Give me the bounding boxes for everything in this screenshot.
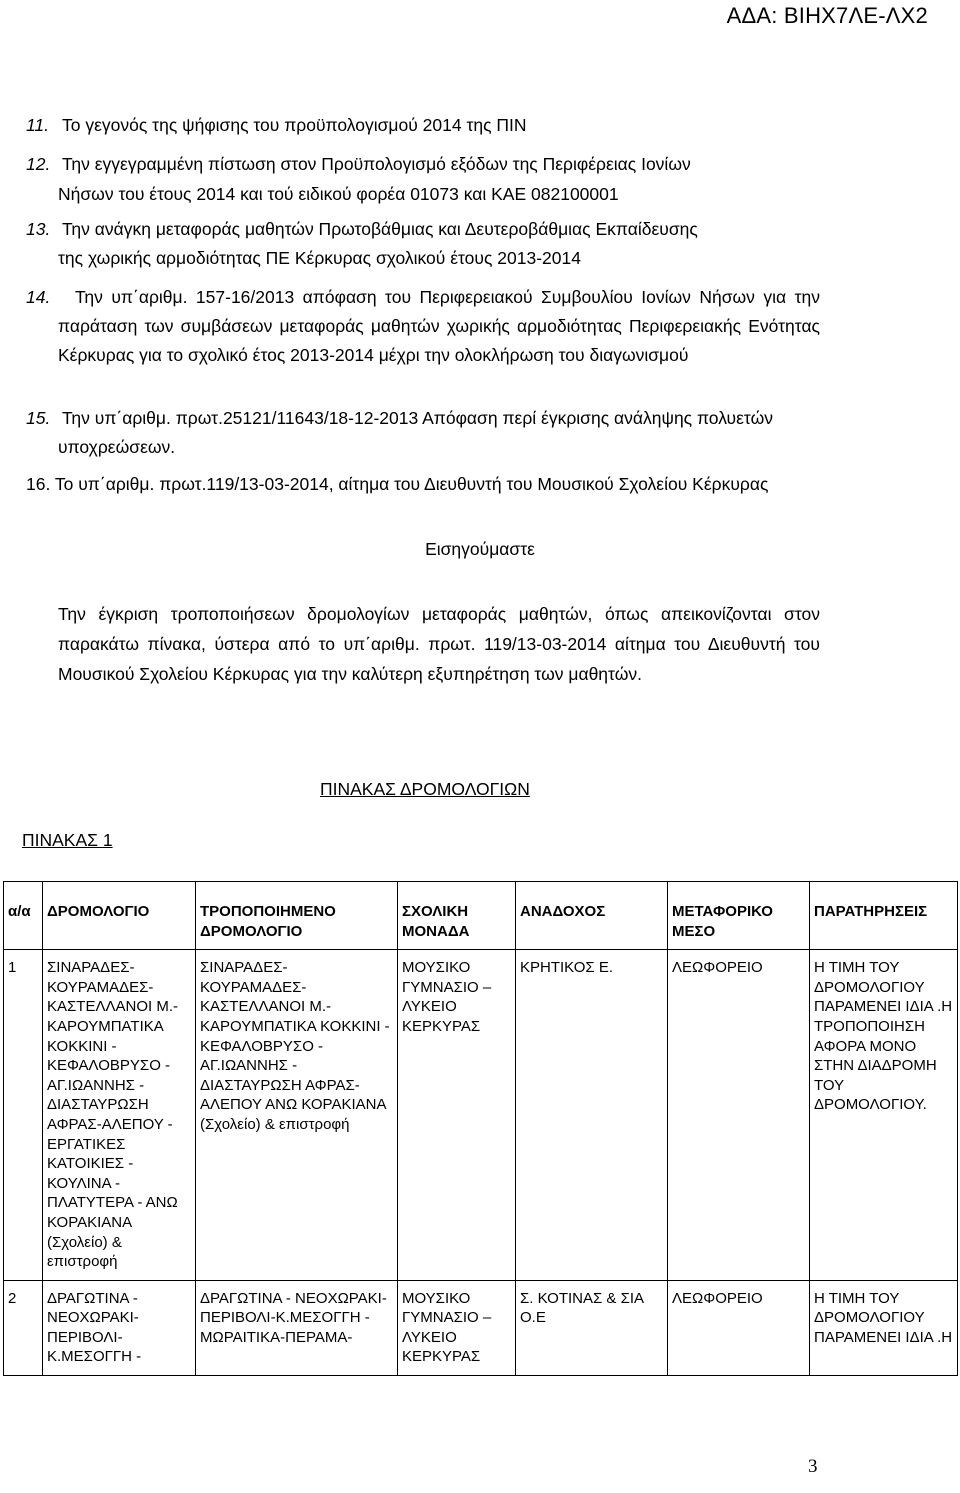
table-header-row bbox=[4, 882, 958, 950]
cell-contractor: Σ. ΚΟΤΙΝΑΣ & ΣΙΑ Ο.Ε bbox=[516, 1280, 668, 1375]
cell-vehicle: ΛΕΩΦΟΡΕΙΟ bbox=[668, 950, 810, 1281]
cell-route: ΣΙΝΑΡΑΔΕΣ-ΚΟΥΡΑΜΑΔΕΣ-ΚΑΣΤΕΛΛΑΝΟΙ Μ.-ΚΑΡΟΥΜΠΑΤΙΚΑ ΚΟΚΚΙΝΙ - ΚΕΦΑΛΟΒΡΥΣΟ - ΑΓ.ΙΩΑΝΝΗΣ - ΔΙΑΣΤΑΥΡΩΣΗ ΑΦΡΑΣ-ΑΛΕΠΟΥ - ΕΡΓΑΤΙΚΕΣ ΚΑΤΟΙΚΙΕΣ - ΚΟΥΛΙΝΑ - ΠΛΑΤΥΤΕΡΑ - ΑΝΩ ΚΟΡΑΚΙΑΝΑ (Σχολείο) & επιστροφή bbox=[43, 950, 196, 1281]
cell-route: ΔΡΑΓΩΤΙΝΑ - ΝΕΟΧΩΡΑΚΙ-ΠΕΡΙΒΟΛΙ-Κ.ΜΕΣΟΓΓΗ - bbox=[43, 1280, 196, 1375]
list-item-16: 16. Το υπ΄αριθμ. πρωτ.119/13-03-2014, αίτημα του Διευθυντή του Μουσικού Σχολείου Κέρκυρας bbox=[26, 474, 769, 494]
list-item-number: 15. bbox=[26, 408, 51, 428]
cell-contractor: ΚΡΗΤΙΚΟΣ Ε. bbox=[516, 950, 668, 1281]
col-header-vehicle: ΜΕΤΑΦΟΡΙΚΟ ΜΕΣΟ bbox=[668, 882, 810, 950]
cell-vehicle: ΛΕΩΦΟΡΕΙΟ bbox=[668, 1280, 810, 1375]
cell-modified-route: ΣΙΝΑΡΑΔΕΣ-ΚΟΥΡΑΜΑΔΕΣ-ΚΑΣΤΕΛΛΑΝΟΙ Μ.-ΚΑΡΟΥΜΠΑΤΙΚΑ ΚΟΚΚΙΝΙ - ΚΕΦΑΛΟΒΡΥΣΟ - ΑΓ.ΙΩΑΝΝΗΣ - ΔΙΑΣΤΑΥΡΩΣΗ ΑΦΡΑΣ-ΑΛΕΠΟΥ ΑΝΩ ΚΟΡΑΚΙΑΝΑ (Σχολείο) & επιστροφή bbox=[196, 950, 398, 1281]
cell-aa: 1 bbox=[4, 950, 43, 1281]
col-header-aa: α/α bbox=[4, 882, 43, 950]
list-item-number: 11. bbox=[26, 115, 50, 135]
proposal-heading: Εισηγούμαστε bbox=[425, 539, 535, 559]
page-number: 3 bbox=[808, 1456, 818, 1477]
list-item-12-line1: Την εγγεγραμμένη πίστωση στον Προϋπολογισμό εξόδων της Περιφέρειας Ιονίων bbox=[62, 154, 691, 174]
cell-modified-route: ΔΡΑΓΩΤΙΝΑ - ΝΕΟΧΩΡΑΚΙ-ΠΕΡΙΒΟΛΙ-Κ.ΜΕΣΟΓΓΗ - ΜΩΡΑΙΤΙΚΑ-ΠΕΡΑΜΑ- bbox=[196, 1280, 398, 1375]
table-row bbox=[4, 950, 958, 1281]
schedule-title: ΠΙΝΑΚΑΣ ΔΡΟΜΟΛΟΓΙΩΝ bbox=[320, 779, 530, 799]
col-header-school: ΣΧΟΛΙΚΗ ΜΟΝΑΔΑ bbox=[398, 882, 516, 950]
list-item-number: 12. bbox=[26, 154, 51, 174]
cell-aa: 2 bbox=[4, 1280, 43, 1375]
routes-table bbox=[3, 881, 958, 1376]
list-item-11: Το γεγονός της ψήφισης του προϋπολογισμού 2014 της ΠΙΝ bbox=[62, 115, 527, 135]
list-item-12-line2: Νήσων του έτους 2014 και τού ειδικού φορέα 01073 και ΚΑΕ 082100001 bbox=[58, 184, 619, 204]
ada-code: ΑΔΑ: ΒΙΗΧ7ΛΕ-ΛΧ2 bbox=[726, 3, 928, 28]
col-header-route: ΔΡΟΜΟΛΟΓΙΟ bbox=[43, 882, 196, 950]
list-item-15: Την υπ΄αριθμ. πρωτ.25121/11643/18-12-2013 Απόφαση περί έγκρισης ανάληψης πολυετών υποχρεώσεων. bbox=[58, 408, 773, 457]
list-item-14: Την υπ΄αριθμ. 157-16/2013 απόφαση του Περιφερειακού Συμβουλίου Ιονίων Νήσων για την παράταση των συμβάσεων μεταφοράς μαθητών χωρικής αρμοδιότητας Περιφερειακής Ενότητας Κέρκυρας για το σχολικό έτος 2013-2014 μέχρι την ολοκλήρωση του διαγωνισμού bbox=[58, 287, 820, 365]
cell-school: ΜΟΥΣΙΚΟ ΓΥΜΝΑΣΙΟ – ΛΥΚΕΙΟ ΚΕΡΚΥΡΑΣ bbox=[398, 1280, 516, 1375]
list-item-13-line2: της χωρικής αρμοδιότητας ΠΕ Κέρκυρας σχολικού έτους 2013-2014 bbox=[58, 248, 581, 268]
cell-notes: Η ΤΙΜΗ ΤΟΥ ΔΡΟΜΟΛΟΓΙΟΥ ΠΑΡΑΜΕΝΕΙ ΙΔΙΑ .Η bbox=[810, 1280, 958, 1375]
list-item-number: 13. bbox=[26, 219, 51, 239]
col-header-notes: ΠΑΡΑΤΗΡΗΣΕΙΣ bbox=[810, 882, 958, 950]
table-row bbox=[4, 1280, 958, 1375]
cell-notes: Η ΤΙΜΗ ΤΟΥ ΔΡΟΜΟΛΟΓΙΟΥ ΠΑΡΑΜΕΝΕΙ ΙΔΙΑ .Η ΤΡΟΠΟΠΟΙΗΣΗ ΑΦΟΡΑ ΜΟΝΟ ΣΤΗΝ ΔΙΑΔΡΟΜΗ ΤΟΥ ΔΡΟΜΟΛΟΓΙΟΥ. bbox=[810, 950, 958, 1281]
col-header-modified-route: ΤΡΟΠΟΠΟΙΗΜΕΝΟ ΔΡΟΜΟΛΟΓΙΟ bbox=[196, 882, 398, 950]
table-title: ΠΙΝΑΚΑΣ 1 bbox=[22, 830, 113, 850]
cell-school: ΜΟΥΣΙΚΟ ΓΥΜΝΑΣΙΟ – ΛΥΚΕΙΟ ΚΕΡΚΥΡΑΣ bbox=[398, 950, 516, 1281]
col-header-contractor: ΑΝΑΔΟΧΟΣ bbox=[516, 882, 668, 950]
proposal-text: Την έγκριση τροποποιήσεων δρομολογίων μεταφοράς μαθητών, όπως απεικονίζονται στον παρακάτω πίνακα, ύστερα από το υπ΄αριθμ. πρωτ. 119/13-03-2014 αίτημα του Διευθυντή του Μουσικού Σχολείου Κέρκυρας για την καλύτερη εξυπηρέτηση των μαθητών. bbox=[58, 604, 820, 684]
list-item-number: 14. bbox=[26, 287, 51, 307]
list-item-13-line1: Την ανάγκη μεταφοράς μαθητών Πρωτοβάθμιας και Δευτεροβάθμιας Εκπαίδευσης bbox=[62, 219, 698, 239]
